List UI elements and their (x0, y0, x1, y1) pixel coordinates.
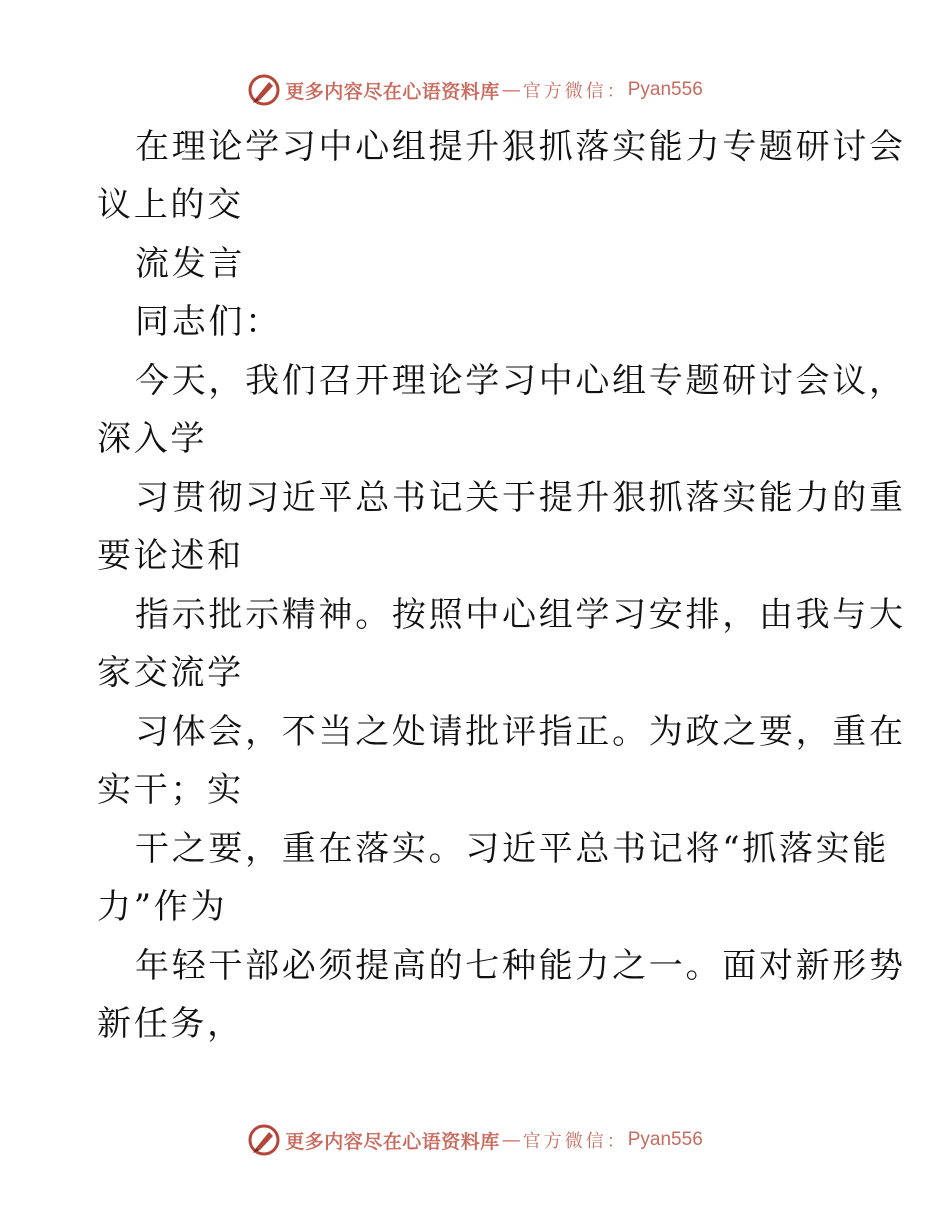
watermark-wechat-label: 官方微信： (522, 1131, 628, 1152)
watermark-wechat-id: Pyan556 (627, 1129, 703, 1150)
paragraph-line: 习体会，不当之处请批评指正。为政之要，重在 (135, 712, 906, 752)
paragraph-line: 家交流学 (97, 653, 244, 693)
paragraph-line: 实干；实 (97, 770, 244, 810)
pen-logo-icon (247, 73, 281, 107)
paragraph-line: 今天，我们召开理论学习中心组专题研讨会议， (135, 361, 906, 401)
paragraph-line: 习贯彻习近平总书记关于提升狠抓落实能力的重 (135, 478, 906, 518)
paragraph-line: 干之要，重在落实。习近平总书记将“抓落实能 (135, 829, 890, 869)
salutation: 同志们： (135, 302, 282, 342)
footer-watermark (0, 1120, 950, 1160)
watermark-wechat-id: Pyan556 (627, 79, 703, 100)
paragraph-line: 新任务， (97, 1004, 244, 1044)
title-line-1: 在理论学习中心组提升狠抓落实能力专题研讨会 (135, 127, 906, 167)
paragraph-line: 指示批示精神。按照中心组学习安排，由我与大 (135, 595, 906, 635)
watermark-site-text: 更多内容尽在心语资料库 (285, 1130, 500, 1153)
watermark-separator: — (501, 1129, 521, 1151)
title-line-2: 议上的交 (97, 185, 244, 225)
paragraph-line: 力”作为 (97, 887, 228, 927)
watermark-wechat-label: 官方微信： (522, 81, 628, 102)
watermark-site-text: 更多内容尽在心语资料库 (285, 80, 500, 103)
watermark-separator: — (501, 79, 521, 101)
paragraph-line: 深入学 (97, 419, 208, 459)
header-watermark (0, 70, 950, 110)
paragraph-line: 年轻干部必须提高的七种能力之一。面对新形势 (135, 946, 906, 986)
paragraph-line: 要论述和 (97, 536, 244, 576)
title-line-3: 流发言 (135, 244, 246, 284)
pen-logo-icon (247, 1123, 281, 1157)
